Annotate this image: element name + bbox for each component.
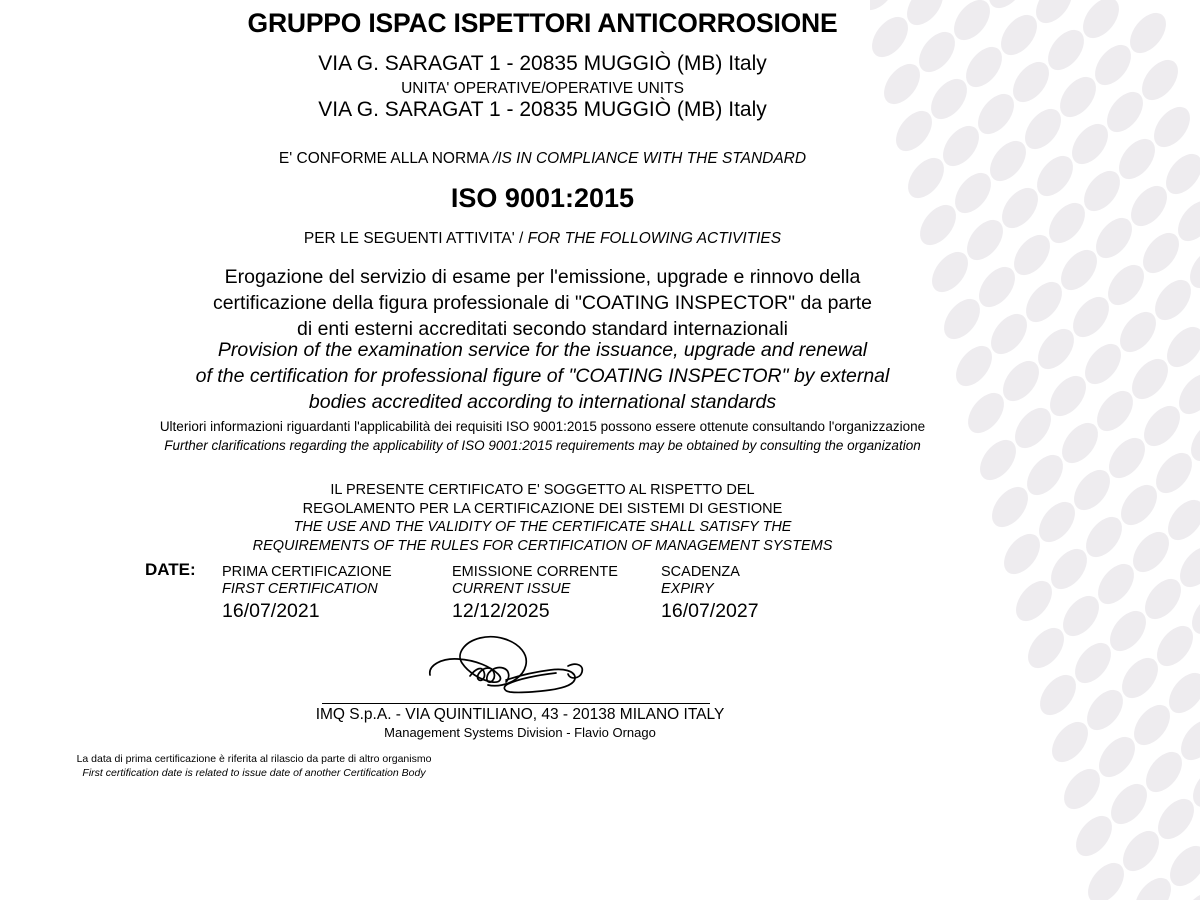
scope-text-italian — [0, 264, 1085, 342]
scope-text-english — [0, 337, 1085, 415]
footnote — [0, 753, 508, 780]
clarification-en: Further clarifications regarding the applicability of ISO 9001:2015 requirements may be obtained by consulting the organization — [164, 438, 921, 453]
operative-units-label: UNITA' OPERATIVE/OPERATIVE UNITS — [401, 80, 684, 97]
issuer-division: Management Systems Division - Flavio Ornago — [384, 725, 656, 740]
page-title: GRUPPO ISPAC ISPETTORI ANTICORROSIONE — [247, 8, 838, 38]
dates-label: DATE: — [145, 560, 196, 579]
standard-name: ISO 9001:2015 — [450, 183, 635, 213]
scope-it-line: Erogazione del servizio di esame per l'emissione, upgrade e rinnovo della — [224, 266, 861, 288]
date-column-first-certification — [222, 564, 392, 623]
footnote-en: First certification date is related to issue date of another Certification Body — [82, 766, 426, 779]
clarification-it: Ulteriori informazioni riguardanti l'applicabilità dei requisiti ISO 9001:2015 possono essere ottenute consultando l'organizzazione — [159, 419, 926, 434]
date-value: 12/12/2025 — [452, 600, 550, 622]
footnote-it: La data di prima certificazione è riferita al rilascio da parte di altro organismo — [76, 753, 432, 765]
activities-header-en: FOR THE FOLLOWING ACTIVITIES — [527, 230, 782, 247]
rules-it-line-1: IL PRESENTE CERTIFICATO E' SOGGETTO AL RISPETTO DEL — [330, 482, 755, 498]
date-column-current-issue — [452, 564, 618, 623]
rules-statement — [0, 481, 1085, 555]
date-value: 16/07/2027 — [661, 600, 759, 622]
activities-header-it: PER LE SEGUENTI ATTIVITA' / — [303, 230, 528, 247]
date-column-expiry — [661, 564, 759, 623]
date-value: 16/07/2021 — [222, 600, 320, 622]
signature-icon — [418, 632, 618, 704]
scope-it-line: certificazione della figura professionale di "COATING INSPECTOR" da parte — [212, 292, 873, 314]
date-label-en: FIRST CERTIFICATION — [222, 581, 378, 597]
compliance-statement-it: E' CONFORME ALLA NORMA — [278, 150, 493, 167]
organization-address: VIA G. SARAGAT 1 - 20835 MUGGIÒ (MB) Italy — [318, 52, 767, 75]
clarification-note — [0, 417, 1085, 455]
rules-it-line-2: REGOLAMENTO PER LA CERTIFICAZIONE DEI SISTEMI DI GESTIONE — [302, 500, 783, 517]
rules-en-line-2: REQUIREMENTS OF THE RULES FOR CERTIFICATION OF MANAGEMENT SYSTEMS — [252, 537, 833, 554]
activities-header — [0, 230, 1085, 248]
scope-en-line: Provision of the examination service for the issuance, upgrade and renewal — [217, 339, 868, 361]
date-label-en: EXPIRY — [661, 581, 714, 597]
rules-en-line-1: THE USE AND THE VALIDITY OF THE CERTIFICATE SHALL SATISFY THE — [293, 519, 792, 535]
signature-divider — [322, 703, 710, 704]
operative-units-address: VIA G. SARAGAT 1 - 20835 MUGGIÒ (MB) Italy — [318, 98, 767, 121]
compliance-statement — [0, 150, 1085, 168]
date-label-en: CURRENT ISSUE — [452, 581, 571, 597]
scope-en-line: bodies accredited according to international standards — [308, 391, 777, 413]
scope-it-line: di enti esterni accreditati secondo standard internazionali — [296, 318, 789, 340]
date-label-it: EMISSIONE CORRENTE — [452, 564, 618, 580]
date-label-it: SCADENZA — [661, 564, 740, 580]
compliance-statement-en: /IS IN COMPLIANCE WITH THE STANDARD — [492, 150, 807, 167]
scope-en-line: of the certification for professional figure of "COATING INSPECTOR" by external — [195, 365, 890, 387]
issuer-name: IMQ S.p.A. - VIA QUINTILIANO, 43 - 20138 MILANO ITALY — [315, 706, 725, 723]
date-label-it: PRIMA CERTIFICAZIONE — [222, 564, 392, 580]
